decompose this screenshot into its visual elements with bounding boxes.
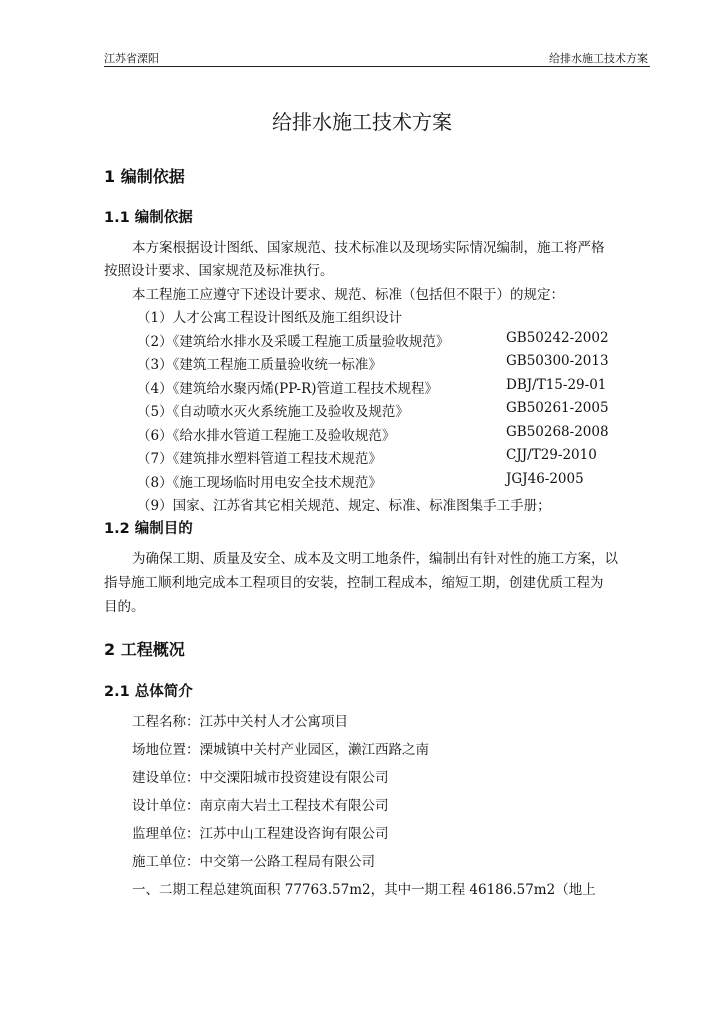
info-item-designer: 设计单位：南京南大岩土工程技术有限公司 (132, 798, 389, 814)
paragraph-line: 一、二期工程总建筑面积 77763.57m2，其中一期工程 46186.57m2（地上 (132, 882, 596, 898)
section-2-heading: 2 工程概况 (104, 640, 185, 659)
paragraph-line: 本方案根据设计图纸、国家规范、技术标准以及现场实际情况编制，施工将严格 (132, 240, 605, 256)
reference-item: （5）《自动喷水灭火系统施工及验收及规范》 (137, 404, 409, 420)
reference-item: （7）《建筑排水塑料管道工程技术规范》 (137, 451, 382, 467)
reference-item: （4）《建筑给水聚丙烯(PP-R)管道工程技术规程》 (137, 381, 439, 397)
reference-code: CJJ/T29-2010 (506, 447, 597, 463)
section-1-heading: 1 编制依据 (104, 167, 185, 186)
reference-item: （3）《建筑工程施工质量验收统一标准》 (137, 357, 382, 373)
paragraph-line: 按照设计要求、国家规范及标准执行。 (104, 263, 334, 279)
section-1-1-heading: 1.1 编制依据 (104, 210, 193, 226)
reference-code: GB50242-2002 (506, 330, 609, 346)
reference-item: （1）人才公寓工程设计图纸及施工组织设计 (137, 310, 403, 326)
reference-item: （2）《建筑给水排水及采暖工程施工质量验收规范》 (137, 334, 450, 350)
reference-code: DBJ/T15-29-01 (506, 377, 607, 393)
paragraph-line: 目的。 (104, 599, 145, 615)
info-item-supervisor: 监理单位：江苏中山工程建设咨询有限公司 (132, 826, 389, 842)
section-1-2-heading: 1.2 编制目的 (104, 521, 193, 537)
info-item-project-name: 工程名称：江苏中关村人才公寓项目 (132, 714, 348, 730)
reference-code: JGJ46-2005 (506, 471, 584, 487)
reference-code: GB50261-2005 (506, 400, 609, 416)
reference-item: （9）国家、江苏省其它相关规范、规定、标准、标准图集手工手册； (137, 498, 551, 514)
reference-item: （6）《给水排水管道工程施工及验收规范》 (137, 428, 396, 444)
header-left: 江苏省溧阳 (104, 52, 159, 65)
reference-code: GB50268-2008 (506, 424, 609, 440)
paragraph-line: 本工程施工应遵守下述设计要求、规范、标准（包括但不限于）的规定： (132, 287, 564, 303)
reference-item: （8）《施工现场临时用电安全技术规范》 (137, 475, 382, 491)
page-header (104, 50, 650, 67)
paragraph-line: 为确保工期、质量及安全、成本及文明工地条件，编制出有针对性的施工方案，以 (132, 551, 618, 567)
reference-code: GB50300-2013 (506, 353, 609, 369)
info-item-owner: 建设单位：中交溧阳城市投资建设有限公司 (132, 770, 389, 786)
header-right: 给排水施工技术方案 (549, 52, 648, 65)
info-item-site: 场地位置：溧城镇中关村产业园区，濑江西路之南 (132, 742, 429, 758)
paragraph-line: 指导施工顺利地完成本工程项目的安装，控制工程成本，缩短工期，创建优质工程为 (104, 575, 604, 591)
info-item-contractor: 施工单位：中交第一公路工程局有限公司 (132, 854, 375, 870)
section-2-1-heading: 2.1 总体简介 (104, 684, 193, 700)
document-title: 给排水施工技术方案 (272, 110, 452, 134)
